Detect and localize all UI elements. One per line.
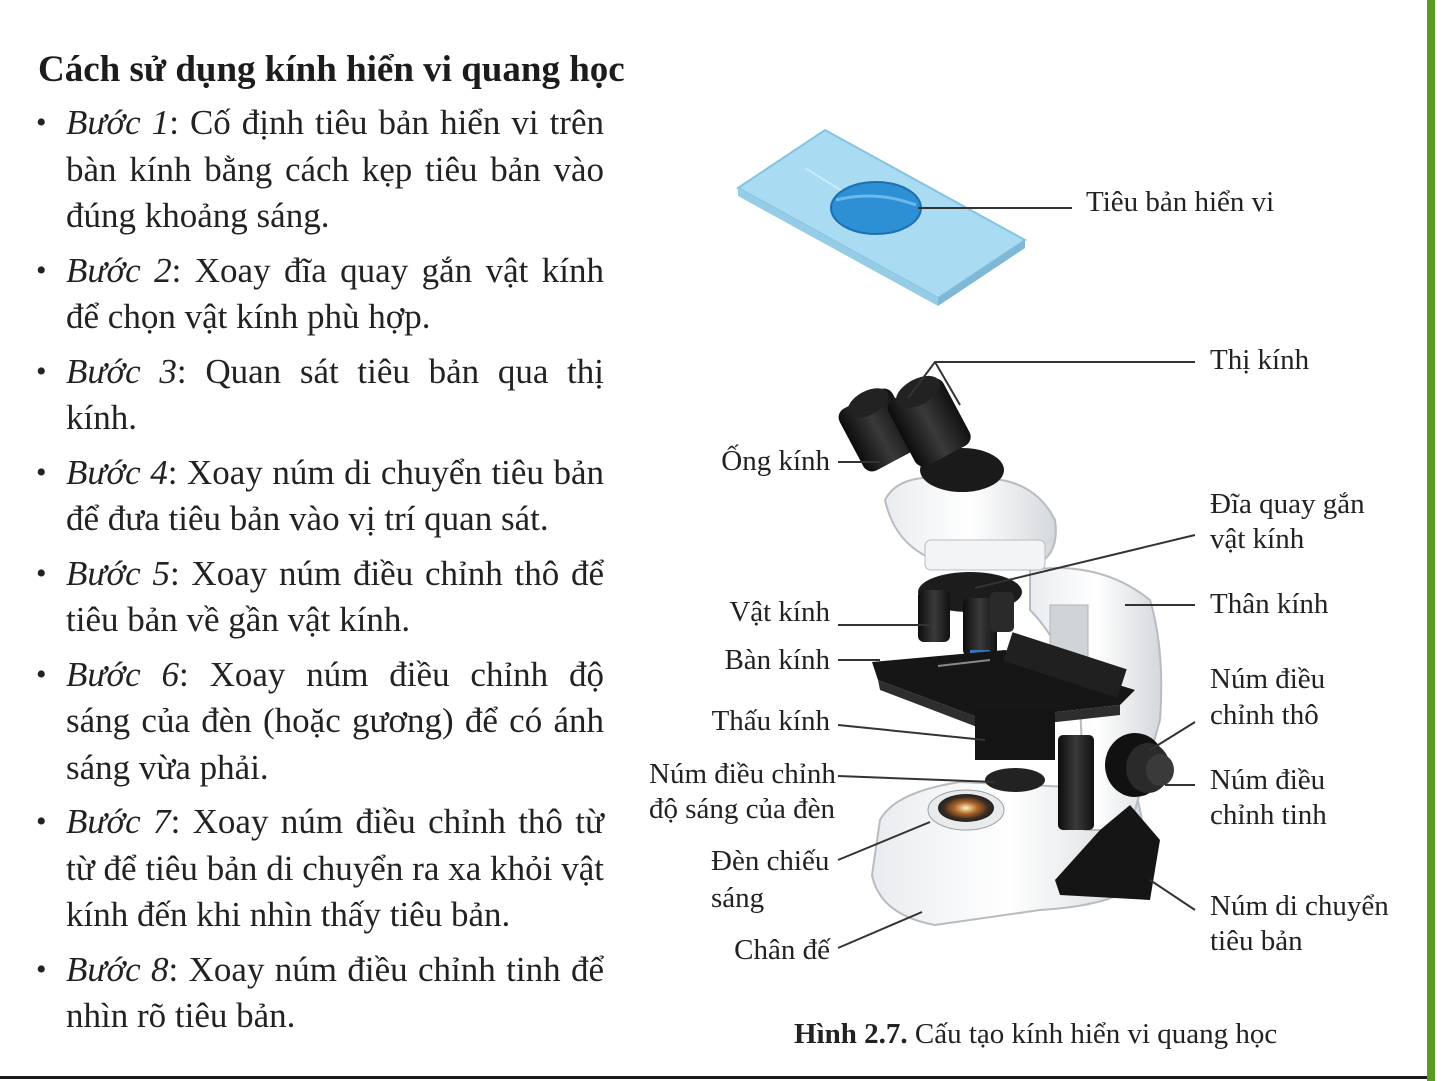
bullet-icon: • <box>36 455 47 489</box>
label-coarse-knob-line2: chỉnh thô <box>1210 699 1319 731</box>
caption-number: Hình 2.7. <box>794 1018 908 1050</box>
label-brightness-knob-line1: Núm điều chỉnh <box>649 758 836 790</box>
step-label: Bước 6 <box>66 654 180 694</box>
label-fine-knob-line2: chỉnh tinh <box>1210 799 1327 831</box>
label-stage-knob-line1: Núm di chuyển <box>1210 890 1389 922</box>
label-eyepiece: Thị kính <box>1210 344 1310 376</box>
label-condenser: Thấu kính <box>711 705 830 737</box>
label-coarse-knob-line1: Núm điều <box>1210 663 1326 695</box>
label-objective: Vật kính <box>729 596 830 628</box>
label-arm: Thân kính <box>1210 588 1329 620</box>
label-slide: Tiêu bản hiển vi <box>1086 186 1275 218</box>
bullet-icon: • <box>36 106 47 139</box>
label-base: Chân đế <box>734 934 830 966</box>
label-nosepiece-line1: Đĩa quay gắn <box>1210 488 1365 520</box>
bullet-icon: • <box>36 354 47 388</box>
step-text: : Xoay núm điều chỉnh tinh để nhìn rõ tiêu bản. <box>66 949 604 1035</box>
label-stage: Bàn kính <box>724 644 830 676</box>
step-label: Bước 4 <box>66 452 168 492</box>
bullet-icon: • <box>36 952 47 986</box>
step-label: Bước 7 <box>66 802 171 841</box>
step-text: : Xoay núm điều chỉnh thô để tiêu bản về gần vật kính. <box>66 553 604 639</box>
bullet-icon: • <box>36 253 47 287</box>
step-text: : Xoay núm điều chỉnh thô từ từ để tiêu bản di chuyển ra xa khỏi vật kính đến khi nhìn thấy tiêu bản. <box>66 802 604 934</box>
step-label: Bước 3 <box>66 351 177 391</box>
label-nosepiece-line2: vật kính <box>1210 523 1305 555</box>
bullet-icon: • <box>36 657 47 691</box>
eyepiece-icon <box>835 369 1004 492</box>
step-text: : Quan sát tiêu bản qua thị kính. <box>66 351 604 437</box>
step-label: Bước 8 <box>66 949 169 989</box>
step-label: Bước 2 <box>66 250 172 290</box>
step-label: Bước 1 <box>66 103 170 142</box>
objective-icon <box>918 572 1022 664</box>
figure-caption <box>794 1018 1277 1051</box>
bullet-icon: • <box>36 556 47 590</box>
lamp-icon <box>928 790 1004 830</box>
bullet-icon: • <box>36 805 47 838</box>
step-label: Bước 5 <box>66 553 170 593</box>
step-text: : Xoay đĩa quay gắn vật kính để chọn vật kính phù hợp. <box>66 250 604 336</box>
label-tube: Ống kính <box>721 445 830 477</box>
label-stage-knob-line2: tiêu bản <box>1210 925 1303 957</box>
step-text: : Xoay núm di chuyển tiêu bản để đưa tiêu bản vào vị trí quan sát. <box>66 452 604 538</box>
page-title: Cách sử dụng kính hiển vi quang học <box>38 49 625 90</box>
label-fine-knob-line1: Núm điều <box>1210 764 1326 796</box>
label-brightness-knob-line2: độ sáng của đèn <box>649 793 836 825</box>
step-text: : Xoay núm điều chỉnh độ sáng của đèn (hoặc gương) để có ánh sáng vừa phải. <box>66 654 605 787</box>
caption-text: Cấu tạo kính hiển vi quang học <box>907 1018 1278 1050</box>
slide-illustration <box>738 130 1025 306</box>
step-text: : Cố định tiêu bản hiển vi trên bàn kính bằng cách kẹp tiêu bản vào đúng khoảng sáng. <box>66 103 604 235</box>
label-lamp-line1: Đèn chiếu <box>711 845 830 877</box>
microscope-illustration <box>835 369 1174 925</box>
label-lamp-line2: sáng <box>711 882 765 914</box>
